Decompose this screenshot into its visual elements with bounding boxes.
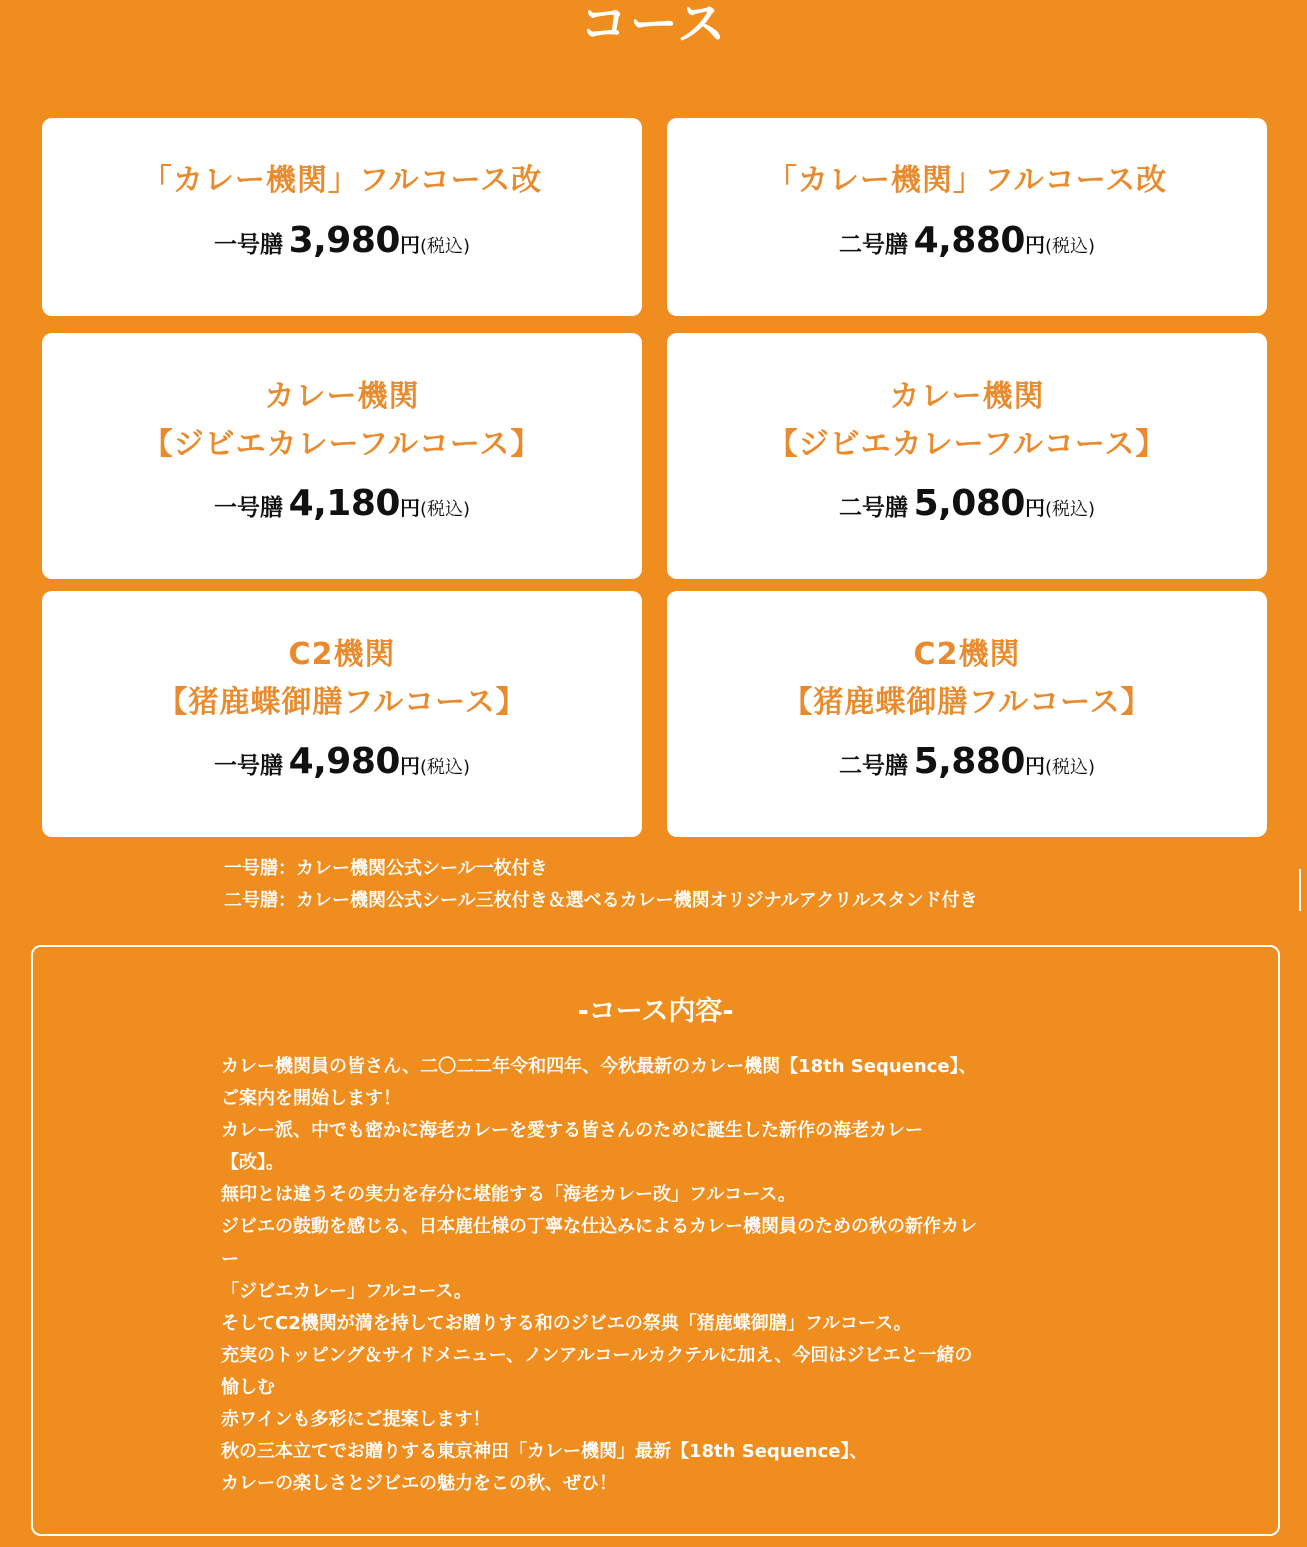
course-price-yen: 円	[1024, 754, 1045, 778]
course-card-title	[42, 631, 642, 727]
course-price-tax: (税込)	[419, 499, 470, 520]
course-tier-label: 二号膳	[839, 753, 908, 779]
course-card-title	[42, 373, 642, 469]
course-tier-label: 一号膳	[214, 753, 283, 779]
course-card-title	[42, 157, 642, 205]
course-content-line: 【改】。	[221, 1152, 284, 1174]
course-content-line: そしてC2機関が満を持してお贈りする和のジビエの祭典「猪鹿蝶御膳」フルコース。	[221, 1312, 912, 1334]
course-content-line: カレー機関員の皆さん、二〇二二年令和四年、今秋最新のカレー機関【18th Sequence】、	[221, 1056, 977, 1077]
course-price	[667, 480, 1267, 534]
course-card-title-line: カレー機関	[264, 379, 420, 414]
course-price-tax: (税込)	[1044, 757, 1095, 778]
course-content-panel	[31, 945, 1280, 1536]
course-card-title-line: 【猪鹿蝶御膳フルコース】	[782, 685, 1152, 720]
course-price-amount: 3,980	[288, 220, 400, 261]
course-card-title-line: 【猪鹿蝶御膳フルコース】	[157, 685, 527, 720]
course-card-title	[667, 631, 1267, 727]
course-price-amount: 4,180	[288, 483, 400, 524]
course-price-yen: 円	[1024, 496, 1045, 520]
course-content-line: 赤ワインも多彩にご提案します！	[221, 1409, 491, 1431]
course-price-tax: (税込)	[1044, 236, 1095, 257]
course-card-title-line: カレー機関	[889, 379, 1045, 414]
course-price	[42, 738, 642, 792]
course-price	[667, 738, 1267, 792]
course-content-body	[221, 1051, 1101, 1500]
course-content-line: ー	[221, 1248, 239, 1270]
course-price-tax: (税込)	[419, 236, 470, 257]
page-title: コース	[579, 0, 728, 52]
course-card-title	[667, 373, 1267, 469]
text-cursor-mark	[1299, 869, 1301, 911]
course-content-line: カレー派、中でも密かに海老カレーを愛する皆さんのために誕生した新作の海老カレー	[221, 1120, 923, 1142]
course-content-line: 「ジビエカレー」フルコース。	[221, 1280, 472, 1302]
course-price-yen: 円	[399, 496, 420, 520]
course-price	[667, 217, 1267, 271]
course-card-title-line: 【ジビエカレーフルコース】	[767, 427, 1167, 462]
course-content-line: 秋の三本立てでお贈りする東京神田「カレー機関」最新【18th Sequence】、	[221, 1441, 868, 1463]
course-card-inoshikacho-ichigozen[interactable]	[42, 591, 642, 837]
course-card-title	[667, 157, 1267, 205]
course-tier-label: 二号膳	[839, 232, 908, 258]
course-card-title-line: C2機関	[913, 637, 1021, 672]
course-price-tax: (税込)	[1044, 499, 1095, 520]
course-card-inoshikacho-nigozen[interactable]	[667, 591, 1267, 837]
course-card-title-line: 「カレー機関」フルコース改	[141, 163, 543, 198]
course-tier-label: 一号膳	[214, 232, 283, 258]
course-card-title-line: 【ジビエカレーフルコース】	[142, 427, 542, 462]
course-card-curry-kikan-kai-nigozen[interactable]	[667, 118, 1267, 316]
course-price	[42, 217, 642, 271]
bonus-note-ichigozen: 一号膳：カレー機関公式シール一枚付き	[224, 858, 548, 879]
course-content-line: 無印とは違うその実力を存分に堪能する「海老カレー改」フルコース。	[221, 1184, 796, 1206]
course-card-title-line: C2機関	[288, 637, 396, 672]
bonus-note-nigozen: 二号膳：カレー機関公式シール三枚付き＆選べるカレー機関オリジナルアクリルスタンド付き	[224, 890, 978, 911]
course-price-amount: 5,880	[913, 741, 1025, 782]
course-card-title-line: 「カレー機関」フルコース改	[766, 163, 1168, 198]
course-price	[42, 480, 642, 534]
course-content-line: 充実のトッピング＆サイドメニュー、ノンアルコールカクテルに加え、今回はジビエと一緒の	[221, 1344, 973, 1366]
course-tier-label: 二号膳	[839, 495, 908, 521]
course-card-curry-kikan-kai-ichigozen[interactable]	[42, 118, 642, 316]
course-price-yen: 円	[399, 754, 420, 778]
course-price-amount: 4,980	[288, 741, 400, 782]
course-tier-label: 一号膳	[214, 495, 283, 521]
course-content-heading: -コース内容-	[577, 996, 734, 1027]
course-card-jibie-curry-ichigozen[interactable]	[42, 333, 642, 579]
course-content-line: ご案内を開始します！	[221, 1088, 401, 1110]
course-price-amount: 4,880	[913, 220, 1025, 261]
course-content-line: カレーの楽しさとジビエの魅力をこの秋、ぜひ！	[221, 1473, 617, 1495]
course-card-jibie-curry-nigozen[interactable]	[667, 333, 1267, 579]
course-content-line: ジビエの鼓動を感じる、日本鹿仕様の丁寧な仕込みによるカレー機関員のための秋の新作カレ	[221, 1216, 977, 1238]
course-price-amount: 5,080	[913, 483, 1025, 524]
course-price-tax: (税込)	[419, 757, 470, 778]
course-price-yen: 円	[1024, 233, 1045, 257]
course-price-yen: 円	[399, 233, 420, 257]
course-content-line: 愉しむ	[221, 1376, 275, 1398]
